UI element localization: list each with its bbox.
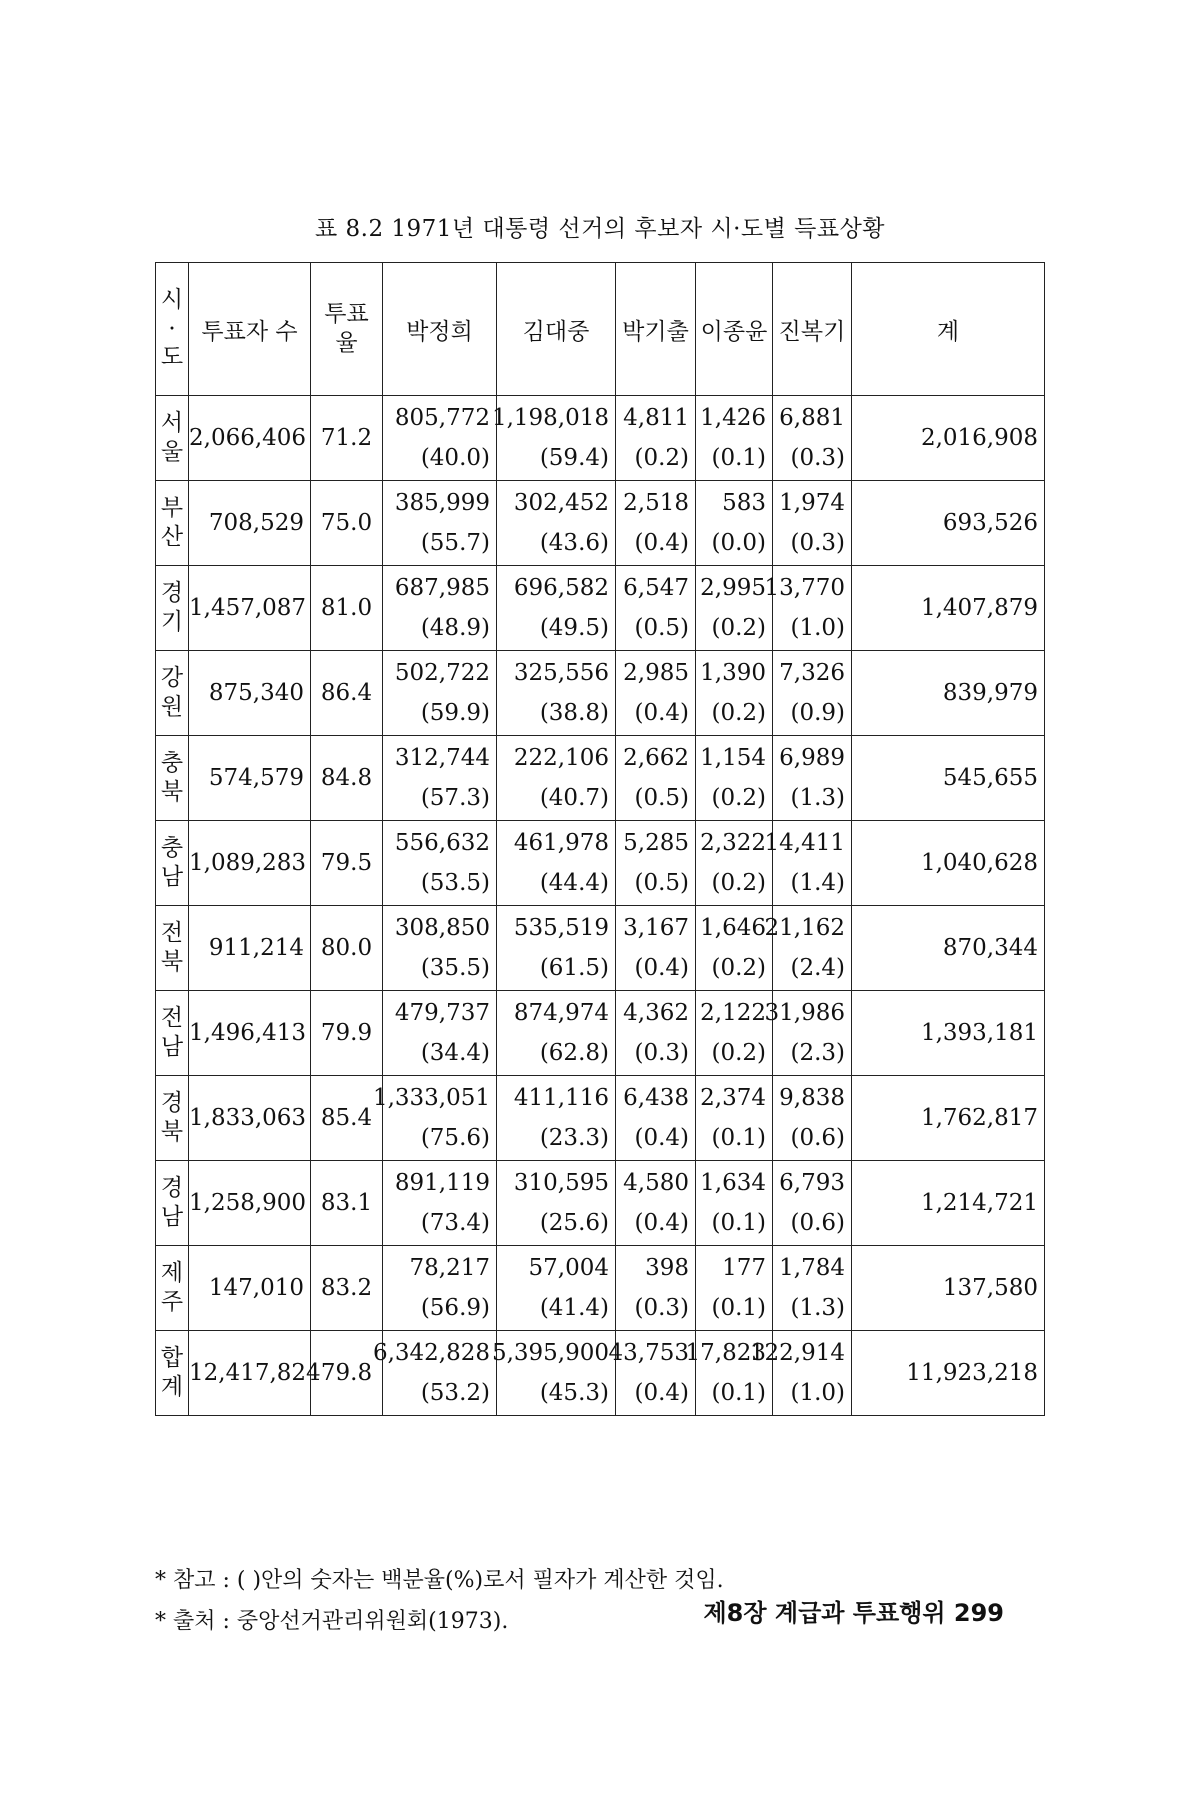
vote-percent: (2.3) bbox=[790, 1040, 845, 1066]
vote-count: 2,122 bbox=[700, 1000, 766, 1026]
turnout-cell: 83.1 bbox=[311, 1161, 383, 1246]
vote-count: 21,162 bbox=[764, 915, 845, 941]
candidate-vote-cell bbox=[497, 1161, 616, 1246]
candidate-vote-cell bbox=[696, 821, 773, 906]
vote-percent: (0.2) bbox=[711, 870, 766, 896]
region-cell bbox=[156, 1076, 189, 1161]
table-row bbox=[156, 1161, 1045, 1246]
turnout-cell: 85.4 bbox=[311, 1076, 383, 1161]
total-cell: 1,407,879 bbox=[852, 566, 1045, 651]
candidate-vote-cell bbox=[608, 1331, 696, 1416]
vote-count: 2,985 bbox=[623, 660, 689, 686]
turnout-cell: 83.2 bbox=[311, 1246, 383, 1331]
vote-count: 325,556 bbox=[513, 660, 609, 686]
vote-percent: (53.5) bbox=[420, 870, 490, 896]
candidate-vote-cell bbox=[764, 821, 852, 906]
candidate-vote-cell bbox=[372, 1331, 497, 1416]
vote-percent: (0.2) bbox=[711, 1040, 766, 1066]
vote-percent: (53.2) bbox=[420, 1380, 490, 1406]
header-region-2: · bbox=[168, 315, 176, 342]
region-cell bbox=[156, 1246, 189, 1331]
table-row bbox=[156, 566, 1045, 651]
turnout-cell: 79.5 bbox=[311, 821, 383, 906]
header-turnout bbox=[311, 263, 383, 396]
vote-percent: (56.9) bbox=[420, 1295, 490, 1321]
header-voters: 투표자 수 bbox=[189, 263, 311, 396]
candidate-vote-cell bbox=[491, 396, 616, 481]
vote-count: 308,850 bbox=[394, 915, 490, 941]
vote-count: 1,646 bbox=[700, 915, 766, 941]
voters-cell: 1,496,413 bbox=[189, 991, 311, 1076]
header-candidate-kim: 김대중 bbox=[497, 263, 616, 396]
vote-count: 7,326 bbox=[779, 660, 845, 686]
vote-count: 6,438 bbox=[623, 1085, 689, 1111]
vote-percent: (38.8) bbox=[539, 700, 609, 726]
table-body bbox=[156, 396, 1045, 1416]
vote-percent: (1.3) bbox=[790, 1295, 845, 1321]
vote-count: 479,737 bbox=[394, 1000, 490, 1026]
turnout-cell: 86.4 bbox=[311, 651, 383, 736]
vote-count: 4,811 bbox=[623, 405, 689, 431]
note-source: * 출처 : 중앙선거관리위원회(1973). bbox=[155, 1609, 509, 1634]
turnout-cell: 75.0 bbox=[311, 481, 383, 566]
vote-count: 1,784 bbox=[779, 1255, 845, 1281]
vote-percent: (0.4) bbox=[634, 1380, 689, 1406]
region-char: 전 bbox=[160, 1005, 184, 1032]
vote-table bbox=[155, 262, 1045, 1416]
vote-percent: (0.6) bbox=[790, 1210, 845, 1236]
vote-count: 411,116 bbox=[513, 1085, 609, 1111]
candidate-vote-cell bbox=[696, 991, 773, 1076]
candidate-vote-cell bbox=[383, 396, 497, 481]
vote-count: 1,198,018 bbox=[491, 405, 609, 431]
region-cell bbox=[156, 1161, 189, 1246]
turnout-cell: 71.2 bbox=[311, 396, 383, 481]
candidate-vote-cell bbox=[696, 1076, 773, 1161]
vote-count: 891,119 bbox=[394, 1170, 490, 1196]
note-reference: * 참고 : ( )안의 숫자는 백분율(%)로서 필자가 계산한 것임. bbox=[155, 1568, 724, 1593]
table-row bbox=[156, 651, 1045, 736]
candidate-vote-cell bbox=[497, 1076, 616, 1161]
header-turnout-1: 투표 bbox=[324, 301, 369, 328]
header-region bbox=[156, 263, 189, 396]
candidate-vote-cell bbox=[764, 991, 852, 1076]
vote-percent: (45.3) bbox=[539, 1380, 609, 1406]
total-cell: 693,526 bbox=[852, 481, 1045, 566]
vote-count: 43,753 bbox=[608, 1340, 689, 1366]
vote-percent: (0.3) bbox=[790, 445, 845, 471]
candidate-vote-cell bbox=[773, 651, 852, 736]
vote-percent: (48.9) bbox=[420, 615, 490, 641]
turnout-cell: 81.0 bbox=[311, 566, 383, 651]
region-char: 울 bbox=[160, 439, 184, 465]
candidate-vote-cell bbox=[383, 651, 497, 736]
vote-percent: (1.4) bbox=[790, 870, 845, 896]
vote-percent: (40.0) bbox=[420, 445, 490, 471]
vote-percent: (40.7) bbox=[539, 785, 609, 811]
candidate-vote-cell bbox=[616, 1076, 696, 1161]
total-cell: 870,344 bbox=[852, 906, 1045, 991]
candidate-vote-cell bbox=[491, 1331, 616, 1416]
vote-count: 6,793 bbox=[779, 1170, 845, 1196]
vote-count: 874,974 bbox=[513, 1000, 609, 1026]
vote-count: 1,634 bbox=[700, 1170, 766, 1196]
vote-count: 302,452 bbox=[513, 490, 609, 516]
vote-count: 122,914 bbox=[749, 1340, 845, 1366]
vote-percent: (59.4) bbox=[539, 445, 609, 471]
table-row bbox=[156, 736, 1045, 821]
region-char: 충 bbox=[160, 835, 184, 862]
candidate-vote-cell bbox=[696, 651, 773, 736]
voters-cell: 875,340 bbox=[189, 651, 311, 736]
candidate-vote-cell bbox=[696, 1246, 773, 1331]
candidate-vote-cell bbox=[696, 396, 773, 481]
turnout-cell: 79.8 bbox=[311, 1331, 383, 1416]
table-row bbox=[156, 1331, 1045, 1416]
region-char: 서 bbox=[160, 410, 184, 437]
region-char: 북 bbox=[160, 779, 184, 805]
region-char: 북 bbox=[160, 949, 184, 975]
region-char: 강 bbox=[160, 665, 184, 692]
table-row bbox=[156, 481, 1045, 566]
vote-percent: (0.3) bbox=[790, 530, 845, 556]
candidate-vote-cell bbox=[383, 821, 497, 906]
region-char: 남 bbox=[160, 864, 184, 890]
candidate-vote-cell bbox=[383, 481, 497, 566]
region-char: 경 bbox=[160, 1090, 184, 1117]
region-char: 원 bbox=[160, 694, 184, 720]
voters-cell: 1,833,063 bbox=[189, 1076, 311, 1161]
header-total: 계 bbox=[852, 263, 1045, 396]
vote-percent: (44.4) bbox=[539, 870, 609, 896]
vote-percent: (0.4) bbox=[634, 530, 689, 556]
vote-percent: (62.8) bbox=[539, 1040, 609, 1066]
vote-count: 535,519 bbox=[513, 915, 609, 941]
total-cell: 1,040,628 bbox=[852, 821, 1045, 906]
vote-count: 583 bbox=[722, 490, 766, 516]
vote-count: 385,999 bbox=[394, 490, 490, 516]
vote-count: 398 bbox=[645, 1255, 689, 1281]
candidate-vote-cell bbox=[616, 1246, 696, 1331]
vote-count: 57,004 bbox=[528, 1255, 609, 1281]
candidate-vote-cell bbox=[497, 566, 616, 651]
turnout-cell: 79.9 bbox=[311, 991, 383, 1076]
vote-percent: (0.2) bbox=[711, 955, 766, 981]
candidate-vote-cell bbox=[616, 481, 696, 566]
region-cell bbox=[156, 906, 189, 991]
vote-count: 5,285 bbox=[623, 830, 689, 856]
vote-percent: (2.4) bbox=[790, 955, 845, 981]
vote-count: 2,322 bbox=[700, 830, 766, 856]
region-char: 남 bbox=[160, 1034, 184, 1060]
vote-percent: (1.0) bbox=[790, 1380, 845, 1406]
vote-count: 502,722 bbox=[394, 660, 490, 686]
candidate-vote-cell bbox=[497, 736, 616, 821]
region-cell bbox=[156, 991, 189, 1076]
vote-count: 696,582 bbox=[513, 575, 609, 601]
vote-count: 14,411 bbox=[764, 830, 845, 856]
vote-count: 17,823 bbox=[685, 1340, 766, 1366]
candidate-vote-cell bbox=[616, 1161, 696, 1246]
total-cell: 1,393,181 bbox=[852, 991, 1045, 1076]
vote-percent: (0.3) bbox=[634, 1040, 689, 1066]
candidate-vote-cell bbox=[616, 566, 696, 651]
vote-count: 2,518 bbox=[623, 490, 689, 516]
vote-count: 1,154 bbox=[700, 745, 766, 771]
candidate-vote-cell bbox=[616, 396, 696, 481]
vote-percent: (59.9) bbox=[420, 700, 490, 726]
header-turnout-2: 율 bbox=[335, 330, 358, 356]
candidate-vote-cell bbox=[383, 1246, 497, 1331]
candidate-vote-cell bbox=[383, 991, 497, 1076]
table-row bbox=[156, 1246, 1045, 1331]
header-candidate-jin: 진복기 bbox=[773, 263, 852, 396]
vote-count: 78,217 bbox=[409, 1255, 490, 1281]
vote-count: 312,744 bbox=[394, 745, 490, 771]
header-candidate-park: 박정희 bbox=[383, 263, 497, 396]
candidate-vote-cell bbox=[497, 821, 616, 906]
vote-count: 3,167 bbox=[623, 915, 689, 941]
region-char: 기 bbox=[160, 609, 184, 635]
candidate-vote-cell bbox=[616, 991, 696, 1076]
vote-percent: (1.3) bbox=[790, 785, 845, 811]
vote-count: 310,595 bbox=[513, 1170, 609, 1196]
candidate-vote-cell bbox=[773, 1076, 852, 1161]
vote-percent: (55.7) bbox=[420, 530, 490, 556]
vote-percent: (49.5) bbox=[539, 615, 609, 641]
candidate-vote-cell bbox=[383, 736, 497, 821]
candidate-vote-cell bbox=[383, 566, 497, 651]
candidate-vote-cell bbox=[696, 906, 773, 991]
region-cell bbox=[156, 566, 189, 651]
vote-percent: (0.2) bbox=[711, 700, 766, 726]
candidate-vote-cell bbox=[616, 821, 696, 906]
header-candidate-lee: 이종윤 bbox=[696, 263, 773, 396]
vote-count: 805,772 bbox=[394, 405, 490, 431]
total-cell: 1,762,817 bbox=[852, 1076, 1045, 1161]
candidate-vote-cell bbox=[696, 481, 773, 566]
candidate-vote-cell bbox=[696, 566, 773, 651]
region-char: 북 bbox=[160, 1119, 184, 1145]
candidate-vote-cell bbox=[497, 906, 616, 991]
vote-percent: (0.1) bbox=[711, 1295, 766, 1321]
table-row bbox=[156, 396, 1045, 481]
header-row bbox=[156, 263, 1045, 396]
vote-count: 222,106 bbox=[513, 745, 609, 771]
vote-percent: (0.4) bbox=[634, 700, 689, 726]
vote-percent: (23.3) bbox=[539, 1125, 609, 1151]
candidate-vote-cell bbox=[383, 1161, 497, 1246]
vote-count: 177 bbox=[722, 1255, 766, 1281]
region-char: 충 bbox=[160, 750, 184, 777]
vote-count: 6,989 bbox=[779, 745, 845, 771]
region-char: 계 bbox=[160, 1374, 184, 1400]
vote-percent: (0.1) bbox=[711, 1210, 766, 1236]
voters-cell: 2,066,406 bbox=[189, 396, 311, 481]
vote-percent: (0.0) bbox=[711, 530, 766, 556]
vote-count: 687,985 bbox=[394, 575, 490, 601]
header-region-1: 시 bbox=[160, 286, 184, 313]
vote-percent: (0.2) bbox=[711, 615, 766, 641]
voters-cell: 1,457,087 bbox=[189, 566, 311, 651]
candidate-vote-cell bbox=[616, 906, 696, 991]
vote-count: 6,547 bbox=[623, 575, 689, 601]
table-row bbox=[156, 1076, 1045, 1161]
vote-percent: (57.3) bbox=[420, 785, 490, 811]
region-cell bbox=[156, 481, 189, 566]
header-region-3: 도 bbox=[160, 344, 184, 371]
vote-percent: (0.1) bbox=[711, 1380, 766, 1406]
candidate-vote-cell bbox=[773, 1161, 852, 1246]
vote-percent: (0.1) bbox=[711, 445, 766, 471]
region-char: 산 bbox=[160, 524, 184, 550]
vote-percent: (0.2) bbox=[634, 445, 689, 471]
vote-count: 9,838 bbox=[779, 1085, 845, 1111]
vote-count: 2,662 bbox=[623, 745, 689, 771]
candidate-vote-cell bbox=[497, 481, 616, 566]
vote-percent: (0.2) bbox=[711, 785, 766, 811]
total-cell: 2,016,908 bbox=[852, 396, 1045, 481]
total-cell: 1,214,721 bbox=[852, 1161, 1045, 1246]
vote-percent: (0.5) bbox=[634, 785, 689, 811]
vote-count: 6,881 bbox=[779, 405, 845, 431]
vote-percent: (43.6) bbox=[539, 530, 609, 556]
vote-count: 2,995 bbox=[700, 575, 766, 601]
vote-count: 4,580 bbox=[623, 1170, 689, 1196]
region-char: 남 bbox=[160, 1204, 184, 1230]
table-row bbox=[156, 906, 1045, 991]
table-row bbox=[156, 991, 1045, 1076]
region-char: 경 bbox=[160, 580, 184, 607]
vote-percent: (0.1) bbox=[711, 1125, 766, 1151]
region-char: 전 bbox=[160, 920, 184, 947]
region-cell bbox=[156, 1331, 189, 1416]
candidate-vote-cell bbox=[773, 736, 852, 821]
candidate-vote-cell bbox=[616, 736, 696, 821]
vote-percent: (25.6) bbox=[539, 1210, 609, 1236]
region-char: 주 bbox=[160, 1289, 184, 1315]
region-cell bbox=[156, 396, 189, 481]
voters-cell: 1,089,283 bbox=[189, 821, 311, 906]
candidate-vote-cell bbox=[497, 651, 616, 736]
candidate-vote-cell bbox=[773, 481, 852, 566]
voters-cell: 911,214 bbox=[189, 906, 311, 991]
vote-count: 4,362 bbox=[623, 1000, 689, 1026]
candidate-vote-cell bbox=[497, 1246, 616, 1331]
vote-count: 5,395,900 bbox=[491, 1340, 609, 1366]
total-cell: 545,655 bbox=[852, 736, 1045, 821]
voters-cell: 708,529 bbox=[189, 481, 311, 566]
vote-count: 13,770 bbox=[764, 575, 845, 601]
vote-count: 1,426 bbox=[700, 405, 766, 431]
vote-percent: (35.5) bbox=[420, 955, 490, 981]
vote-percent: (73.4) bbox=[420, 1210, 490, 1236]
vote-percent: (0.6) bbox=[790, 1125, 845, 1151]
vote-percent: (0.3) bbox=[634, 1295, 689, 1321]
region-char: 부 bbox=[160, 495, 184, 522]
vote-count: 6,342,828 bbox=[372, 1340, 490, 1366]
vote-count: 2,374 bbox=[700, 1085, 766, 1111]
region-char: 경 bbox=[160, 1175, 184, 1202]
total-cell: 839,979 bbox=[852, 651, 1045, 736]
voters-cell: 12,417,824 bbox=[189, 1331, 311, 1416]
page-footer: 제8장 계급과 투표행위 299 bbox=[703, 1599, 1004, 1627]
voters-cell: 574,579 bbox=[189, 736, 311, 821]
region-char: 제 bbox=[160, 1260, 184, 1287]
candidate-vote-cell bbox=[773, 1246, 852, 1331]
candidate-vote-cell bbox=[749, 1331, 852, 1416]
vote-count: 461,978 bbox=[513, 830, 609, 856]
vote-percent: (0.5) bbox=[634, 615, 689, 641]
region-cell bbox=[156, 651, 189, 736]
vote-percent: (61.5) bbox=[539, 955, 609, 981]
candidate-vote-cell bbox=[616, 651, 696, 736]
vote-percent: (0.4) bbox=[634, 1125, 689, 1151]
vote-count: 1,390 bbox=[700, 660, 766, 686]
vote-count: 31,986 bbox=[764, 1000, 845, 1026]
vote-percent: (0.9) bbox=[790, 700, 845, 726]
table-row bbox=[156, 821, 1045, 906]
candidate-vote-cell bbox=[497, 991, 616, 1076]
vote-percent: (0.5) bbox=[634, 870, 689, 896]
vote-percent: (0.4) bbox=[634, 1210, 689, 1236]
vote-percent: (34.4) bbox=[420, 1040, 490, 1066]
candidate-vote-cell bbox=[696, 736, 773, 821]
candidate-vote-cell bbox=[383, 906, 497, 991]
total-cell: 11,923,218 bbox=[852, 1331, 1045, 1416]
voters-cell: 1,258,900 bbox=[189, 1161, 311, 1246]
region-cell bbox=[156, 736, 189, 821]
vote-percent: (75.6) bbox=[420, 1125, 490, 1151]
candidate-vote-cell bbox=[764, 566, 852, 651]
turnout-cell: 80.0 bbox=[311, 906, 383, 991]
vote-count: 1,333,051 bbox=[372, 1085, 490, 1111]
vote-count: 556,632 bbox=[394, 830, 490, 856]
candidate-vote-cell bbox=[372, 1076, 497, 1161]
candidate-vote-cell bbox=[764, 906, 852, 991]
header-candidate-parkgc: 박기출 bbox=[616, 263, 696, 396]
region-cell bbox=[156, 821, 189, 906]
turnout-cell: 84.8 bbox=[311, 736, 383, 821]
voters-cell: 147,010 bbox=[189, 1246, 311, 1331]
candidate-vote-cell bbox=[696, 1161, 773, 1246]
vote-count: 1,974 bbox=[779, 490, 845, 516]
table-caption: 표 8.2 1971년 대통령 선거의 후보자 시·도별 득표상황 bbox=[314, 216, 886, 242]
vote-percent: (41.4) bbox=[539, 1295, 609, 1321]
vote-percent: (1.0) bbox=[790, 615, 845, 641]
region-char: 합 bbox=[160, 1345, 184, 1372]
total-cell: 137,580 bbox=[852, 1246, 1045, 1331]
vote-percent: (0.4) bbox=[634, 955, 689, 981]
candidate-vote-cell bbox=[773, 396, 852, 481]
